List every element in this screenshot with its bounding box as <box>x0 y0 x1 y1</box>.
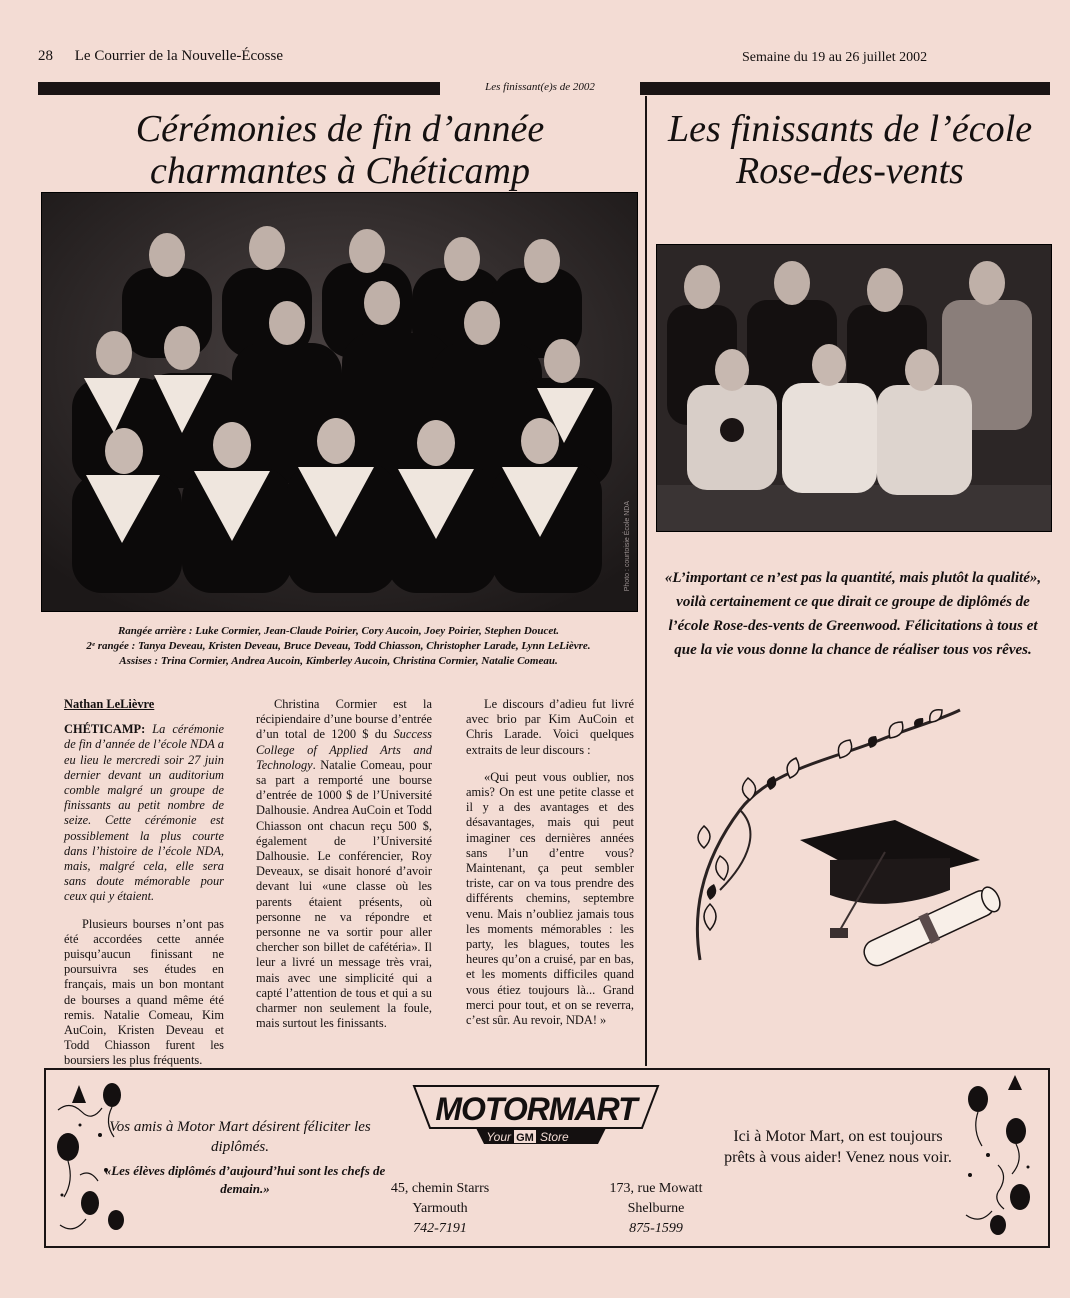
balloons-right-icon <box>958 1075 1040 1240</box>
left-headline-line2: charmantes à Chéticamp <box>150 150 530 192</box>
publication-name: Le Courrier de la Nouvelle-Écosse <box>74 48 283 64</box>
paragraph-speech-quote: «Qui peut vous oublier, nos amis? On est une petite classe et il y a des avantages et des désavantages, mais qui peut imaginer ces dernières années sans l’un d’entre vous? Maintenant, ça peut sembler triste, car on va tous prendre des différents chemins, septembre venu. Mais n’oubliez jamais tous les moments mémorables : les party, les blagues, toutes les heures qu’on a cruisé, par en bas, et les moments difficiles quand vous étiez toujours là... Grand merci pour tout, et on se reverra, c’est sûr. Au revoir, NDA! » <box>466 769 634 1028</box>
masthead <box>38 48 283 65</box>
lead-paragraph <box>64 722 224 904</box>
graduation-illustration <box>680 700 1030 980</box>
para3-a: Christina Cormier est la récipiendaire d’une bourse d’entrée d’un total de 1200 $ du <box>256 697 432 742</box>
article-column-1 <box>64 697 224 1081</box>
shelburne-street: 173, rue Mowatt <box>609 1181 703 1196</box>
rose-des-vents-quote: «L’important ce n’est pas la quantité, mais plutôt la qualité», voilà certainement ce que dirait ce groupe de diplômés de l’école Rose-des-vents de Greenwood. Félicitations à tous et que la vie vous donne la chance de réaliser tous vos rêves. <box>664 570 1042 658</box>
gm-badge-icon: GM <box>516 1132 534 1144</box>
right-headline-line1: Les finissants de l’école <box>667 108 1033 150</box>
left-headline <box>40 108 640 192</box>
graduates-photo-rose-des-vents <box>656 244 1052 532</box>
college-name: Success College of Applied Arts and Technology <box>256 727 432 772</box>
caption-second-row: 2ᵉ rangée : Tanya Deveau, Kristen Deveau, Bruce Deveau, Todd Chiasson, Christopher Larade, Lynn LeLièvre. <box>86 640 591 652</box>
logo-tagline-suffix: Store <box>540 1130 569 1144</box>
graduates-photo-nda-image <box>42 193 637 611</box>
photo-caption <box>41 624 636 669</box>
right-headline <box>650 108 1050 192</box>
right-headline-line2: Rose-des-vents <box>736 150 964 192</box>
caption-seated: Assises : Trina Cormier, Andrea Aucoin, Kimberley Aucoin, Christina Cormier, Natalie Comeau. <box>119 655 558 667</box>
logo-wordmark: MOTORMART <box>435 1091 637 1127</box>
graduates-photo-rdv-image <box>657 245 1051 531</box>
ad-quote: «Les élèves diplômés d’aujourd’hui sont les chefs de demain.» <box>104 1163 386 1196</box>
article-column-2 <box>256 697 432 1043</box>
lead-text: La cérémonie de fin d’année de l’école NDA a eu lieu le mercredi soir 27 juin dernier devant un auditorium comble malgré un groupe de finissants au petit nombre de seize. Cette cérémonie est possiblement la plus courte dans l’histoire de l’école NDA, mais, malgré cela, elle sera sans doute mémorable pour ceux qui y étaient. <box>64 722 224 904</box>
left-headline-line1: Cérémonies de fin d’année <box>135 108 545 150</box>
para3-c: . Natalie Comeau, pour sa part a remporté une bourse d’entrée de 1000 $ de l’Université Dalhousie. Andrea AuCoin et Todd Chiasson ont chacun reçu 500 $, également de l’Université Dalhousie. Le conférencier, Roy Deveaux, se disait honoré d’avoir devant lui «une classe où les parents étaient présents, où personne ne va répondre et personne ne va sortir pour aller chercher son billet de cafétéria». Il leur a livré un message très vrai, mais avec une simplicité qui a capté l’attention de tous et qui a su charmer non seulement la foule, mais surtout les finissants. <box>256 757 432 1031</box>
yarmouth-city: Yarmouth <box>412 1201 468 1216</box>
motor-mart-logo <box>406 1084 666 1146</box>
logo-tagline-prefix: Your <box>486 1130 511 1144</box>
photo-credit: Photo : courtoisie École NDA <box>624 500 631 591</box>
graduation-cap-icon <box>680 700 1030 980</box>
balloons-left-icon <box>50 1075 130 1240</box>
paragraph-recipients <box>256 697 432 1031</box>
graduates-photo-nda <box>41 192 638 612</box>
issue-date: Semaine du 19 au 26 juillet 2002 <box>742 50 928 65</box>
dateline: CHÉTICAMP: <box>64 722 146 737</box>
caption-back-row: Rangée arrière : Luke Cormier, Jean-Claude Poirier, Cory Aucoin, Joey Poirier, Stephen Doucet. <box>117 625 560 637</box>
shelburne-phone: 875-1599 <box>629 1221 683 1236</box>
address-yarmouth <box>370 1179 510 1239</box>
article-column-3 <box>466 697 634 1040</box>
column-divider <box>645 96 647 1066</box>
address-shelburne <box>586 1179 726 1239</box>
motor-mart-logo-icon <box>406 1084 666 1146</box>
shelburne-city: Shelburne <box>627 1201 685 1216</box>
byline: Nathan LeLièvre <box>64 697 155 711</box>
paragraph-farewell: Le discours d’adieu fut livré avec brio par Kim AuCoin et Chris Larade. Voici quelques extraits de leur discours : <box>466 697 634 757</box>
ad-invitation-text: Ici à Motor Mart, on est toujours prêts à vous aider! Venez nous voir. <box>724 1128 952 1166</box>
page-number: 28 <box>38 48 53 64</box>
paragraph-scholarships: Plusieurs bourses n’ont pas été accordées cette année puisqu’aucun finissant ne poursuivra ses études en français, mais un bon montant de bourses a quand même été remis. Natalie Comeau, Kim AuCoin, Kristen Deveau et Todd Chiasson furent les boursiers les plus fréquents. <box>64 916 224 1068</box>
section-tag: Les finissant(e)s de 2002 <box>440 80 640 95</box>
yarmouth-street: 45, chemin Starrs <box>390 1181 490 1196</box>
yarmouth-phone: 742-7191 <box>413 1221 467 1236</box>
ad-congrats-text: Vos amis à Motor Mart désirent féliciter les diplômés. <box>109 1119 371 1155</box>
